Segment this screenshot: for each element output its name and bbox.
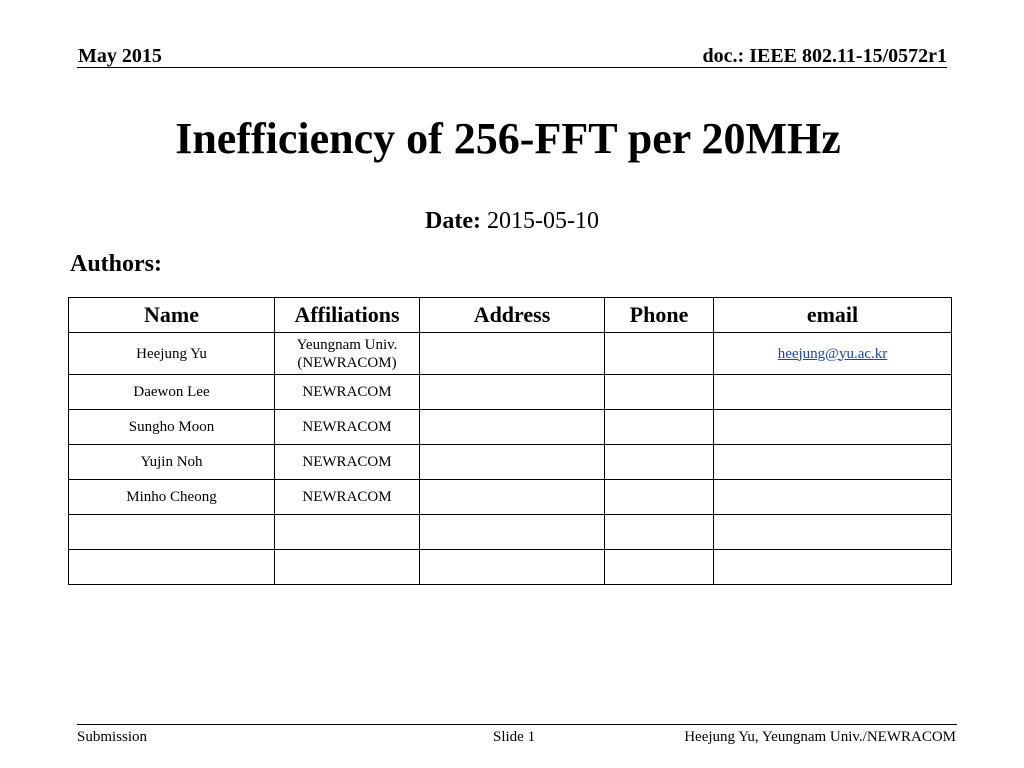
date-value: 2015-05-10 [486,208,599,234]
header-doc-id: doc.: IEEE 802.11-15/0572r1 [702,45,947,67]
column-header-name: Name [69,298,275,333]
table-header-row [69,298,952,333]
cell-phone [605,480,714,515]
table-row [69,333,952,375]
footer-slide-number: Slide 1 [493,729,536,745]
date-line [0,206,1024,236]
cell-affiliation [275,515,420,550]
footer-author: Heejung Yu, Yeungnam Univ./NEWRACOM [684,729,956,745]
cell-phone [605,445,714,480]
cell-email [714,375,952,410]
cell-address [420,550,605,585]
cell-address [420,515,605,550]
header-divider [77,67,947,68]
header-date: May 2015 [78,45,162,67]
column-header-address: Address [420,298,605,333]
authors-table [68,297,952,585]
cell-email [714,550,952,585]
footer-submission: Submission [77,729,148,745]
cell-address [420,333,605,375]
cell-address [420,375,605,410]
cell-affiliation: NEWRACOM [275,410,420,445]
cell-affiliation: NEWRACOM [275,480,420,515]
table-row [69,550,952,585]
cell-phone [605,410,714,445]
cell-name: Sungho Moon [69,410,275,445]
cell-name [69,550,275,585]
affiliation-line2: (NEWRACOM) [297,354,397,371]
date-label: Date: [425,208,481,234]
cell-affiliation [275,333,420,375]
table-row [69,515,952,550]
cell-address [420,480,605,515]
table-row [69,480,952,515]
column-header-affiliations: Affiliations [275,298,420,333]
cell-name: Daewon Lee [69,375,275,410]
footer-divider [77,724,957,725]
cell-phone [605,550,714,585]
cell-email [714,515,952,550]
cell-affiliation: NEWRACOM [275,445,420,480]
cell-email [714,333,952,375]
cell-address [420,410,605,445]
authors-heading: Authors: [70,251,163,277]
cell-name: Minho Cheong [69,480,275,515]
cell-name [69,515,275,550]
cell-email [714,410,952,445]
cell-phone [605,375,714,410]
cell-name: Heejung Yu [69,333,275,375]
cell-email [714,445,952,480]
table-row [69,375,952,410]
email-link[interactable]: heejung@yu.ac.kr [777,345,888,362]
slide-title: Inefficiency of 256-FFT per 20MHz [175,114,841,163]
cell-affiliation [275,550,420,585]
affiliation-line1: Yeungnam Univ. [296,336,398,353]
table-row [69,410,952,445]
cell-address [420,445,605,480]
cell-email [714,480,952,515]
cell-phone [605,515,714,550]
column-header-phone: Phone [605,298,714,333]
table-row [69,445,952,480]
column-header-email: email [714,298,952,333]
cell-affiliation: NEWRACOM [275,375,420,410]
cell-phone [605,333,714,375]
cell-name: Yujin Noh [69,445,275,480]
